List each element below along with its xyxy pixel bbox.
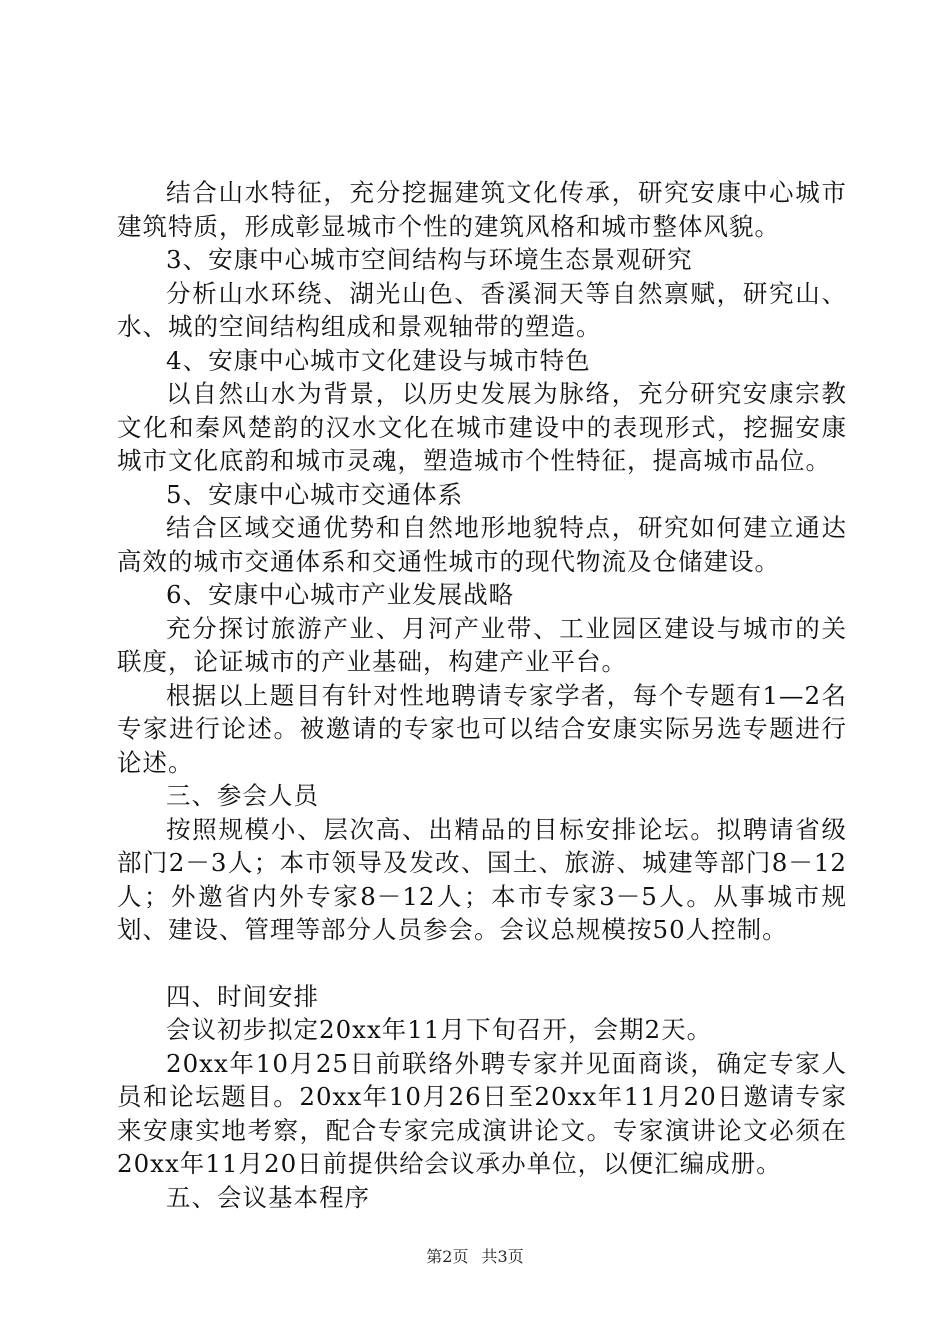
paragraph-schedule: 20xx年10月25日前联络外聘专家并见面商谈，确定专家人员和论坛题目。20xx年10月26日至20xx年11月20日邀请专家来安康实地考察，配合专家完成演讲论文。专家演讲论文必须在20xx年11月20日前提供给会议承办单位，以便汇编成册。 <box>117 1048 847 1178</box>
paragraph-meeting-date: 会议初步拟定20xx年11月下旬召开，会期2天。 <box>166 1015 713 1044</box>
paragraph-architecture: 结合山水特征，充分挖掘建筑文化传承，研究安康中心城市建筑特质，形成彰显城市个性的建筑风格和城市整体风貌。 <box>117 178 847 241</box>
page-footer <box>0 1244 950 1267</box>
heading-item-5: 5、安康中心城市交通体系 <box>166 479 464 509</box>
heading-section-3: 三、参会人员 <box>166 781 319 810</box>
document-body <box>117 176 847 1214</box>
heading-item-3: 3、安康中心城市空间结构与环境生态景观研究 <box>166 245 693 274</box>
paragraph-transport: 结合区域交通优势和自然地形地貌特点，研究如何建立通达高效的城市交通体系和交通性城市的现代物流及仓储建设。 <box>117 513 847 576</box>
page-number: 第2页 <box>426 1247 469 1266</box>
heading-item-6: 6、安康中心城市产业发展战略 <box>166 580 515 609</box>
paragraph-attendees: 按照规模小、层次高、出精品的目标安排论坛。拟聘请省级部门2－3人；本市领导及发改、国土、旅游、城建等部门8－12人；外邀省内外专家8－12人；本市专家3－5人。从事城市规划、建设、管理等部分人员参会。会议总规模按50人控制。 <box>117 814 847 944</box>
heading-section-4: 四、时间安排 <box>166 981 319 1011</box>
paragraph-industry: 充分探讨旅游产业、月河产业带、工业园区建设与城市的关联度，论证城市的产业基础，构建产业平台。 <box>117 613 847 676</box>
paragraph-experts: 根据以上题目有针对性地聘请专家学者，每个专题有1—2名专家进行论述。被邀请的专家也可以结合安康实际另选专题进行论述。 <box>117 680 847 777</box>
page-total: 共3页 <box>481 1247 524 1266</box>
paragraph-culture: 以自然山水为背景，以历史发展为脉络，充分研究安康宗教文化和秦风楚韵的汉水文化在城市建设中的表现形式，挖掘安康城市文化底韵和城市灵魂，塑造城市个性特征，提高城市品位。 <box>117 379 847 475</box>
paragraph-spatial-structure: 分析山水环绕、湖光山色、香溪洞天等自然禀赋，研究山、水、城的空间结构组成和景观轴带的塑造。 <box>117 278 847 341</box>
heading-item-4: 4、安康中心城市文化建设与城市特色 <box>166 345 591 375</box>
heading-section-5: 五、会议基本程序 <box>166 1182 370 1212</box>
